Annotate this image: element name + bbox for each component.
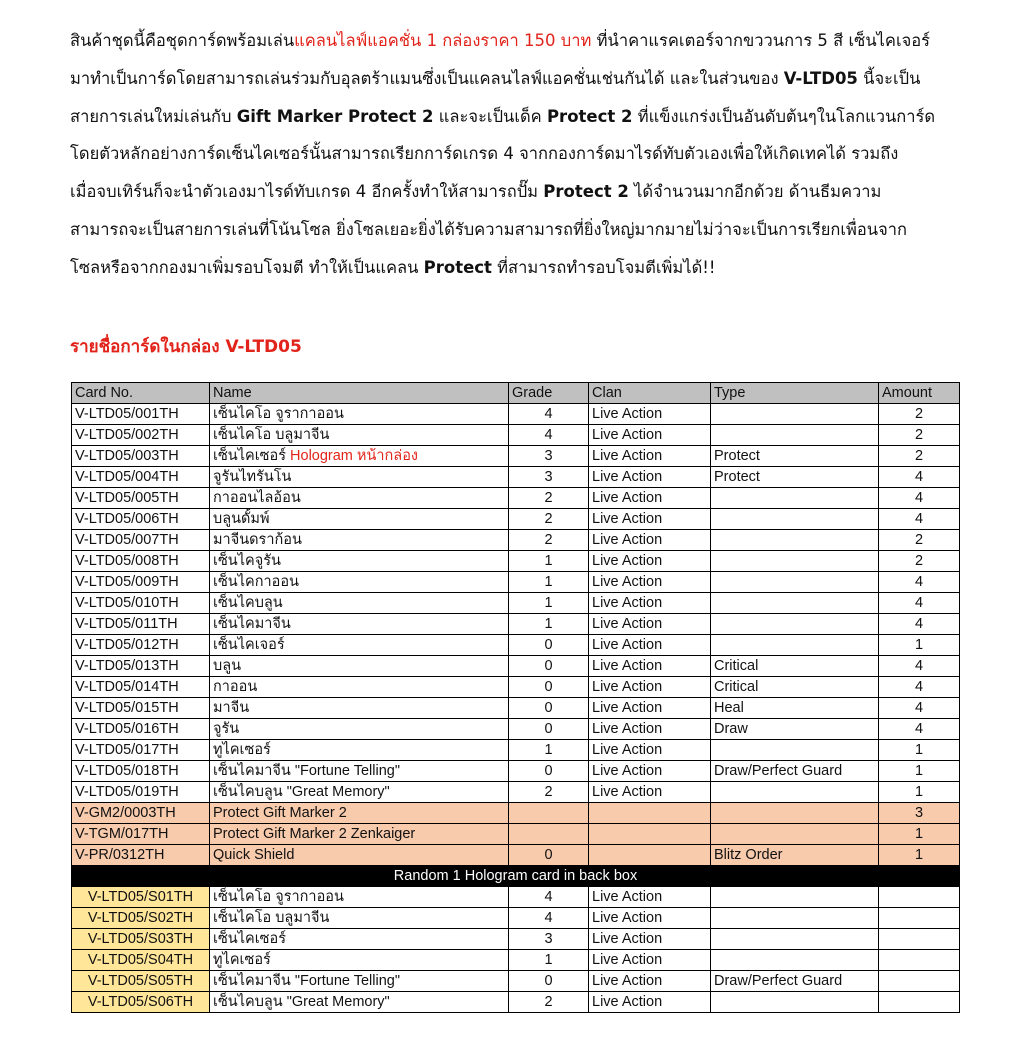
table-cell: V-LTD05/010TH <box>72 593 210 614</box>
table-cell <box>711 887 879 908</box>
table-cell: Live Action <box>589 677 711 698</box>
table-cell: Quick Shield <box>210 845 509 866</box>
table-cell: 4 <box>879 614 960 635</box>
table-row <box>72 635 960 656</box>
table-cell: จูรัน <box>210 719 509 740</box>
table-row <box>72 551 960 572</box>
table-cell: 2 <box>879 446 960 467</box>
table-cell: V-LTD05/019TH <box>72 782 210 803</box>
table-row <box>72 908 960 929</box>
table-cell: 4 <box>509 404 589 425</box>
table-row <box>72 950 960 971</box>
table-row <box>72 782 960 803</box>
table-cell: เซ็นไคมาจีน "Fortune Telling" <box>210 971 509 992</box>
table-cell <box>711 425 879 446</box>
table-cell: 4 <box>879 656 960 677</box>
table-cell: V-LTD05/005TH <box>72 488 210 509</box>
table-cell: กาออน <box>210 677 509 698</box>
table-cell: มาจีนดราก้อน <box>210 530 509 551</box>
table-cell: Live Action <box>589 572 711 593</box>
table-cell: Live Action <box>589 950 711 971</box>
table-cell: เซ็นไคโอ จูรากาออน <box>210 887 509 908</box>
table-cell: 1 <box>879 635 960 656</box>
table-cell: Critical <box>711 677 879 698</box>
table-cell <box>711 908 879 929</box>
table-cell: V-GM2/0003TH <box>72 803 210 824</box>
table-cell: Heal <box>711 698 879 719</box>
col-card-no: Card No. <box>72 383 210 404</box>
table-cell: Live Action <box>589 908 711 929</box>
table-row <box>72 656 960 677</box>
table-cell: 2 <box>879 530 960 551</box>
table-cell: Draw <box>711 719 879 740</box>
table-cell: 3 <box>509 467 589 488</box>
table-cell: 2 <box>509 488 589 509</box>
col-type: Type <box>711 383 879 404</box>
table-row <box>72 698 960 719</box>
table-cell: Protect <box>711 446 879 467</box>
table-cell: 3 <box>509 446 589 467</box>
table-cell <box>711 509 879 530</box>
table-cell: 1 <box>879 761 960 782</box>
table-cell: 4 <box>879 488 960 509</box>
hologram-banner-row <box>72 866 960 887</box>
table-cell: V-LTD05/014TH <box>72 677 210 698</box>
table-cell <box>589 824 711 845</box>
table-cell <box>711 572 879 593</box>
table-cell <box>711 740 879 761</box>
table-cell: V-LTD05/003TH <box>72 446 210 467</box>
table-cell: 1 <box>879 845 960 866</box>
table-cell <box>711 992 879 1013</box>
table-cell: 1 <box>509 572 589 593</box>
col-clan: Clan <box>589 383 711 404</box>
table-cell: จูรันไทรันโน <box>210 467 509 488</box>
table-cell: Protect <box>711 467 879 488</box>
table-row <box>72 740 960 761</box>
table-cell: 4 <box>879 698 960 719</box>
table-row <box>72 593 960 614</box>
description-line: สินค้าชุดนี้คือชุดการ์ดพร้อมเล่นแคลนไลฟ์แอคชั่น 1 กล่องราคา 150 บาท ที่นำคาแรคเตอร์จากขววนการ 5 สี เซ็นไคเจอร์ <box>70 31 931 50</box>
table-cell: V-LTD05/015TH <box>72 698 210 719</box>
table-cell: 0 <box>509 635 589 656</box>
table-row <box>72 572 960 593</box>
table-cell <box>879 992 960 1013</box>
table-cell: เซ็นไคบลูน <box>210 593 509 614</box>
table-cell: V-LTD05/004TH <box>72 467 210 488</box>
table-cell: 1 <box>879 824 960 845</box>
table-cell <box>879 887 960 908</box>
table-cell: มาจีน <box>210 698 509 719</box>
table-cell: 4 <box>879 467 960 488</box>
table-cell: Live Action <box>589 614 711 635</box>
description-line: โซลหรือจากกองมาเพิ่มรอบโจมตี ทำให้เป็นแคลน Protect ที่สามารถทำรอบโจมตีเพิ่มได้!! <box>70 257 716 277</box>
table-row <box>72 614 960 635</box>
table-cell: 0 <box>509 677 589 698</box>
table-row <box>72 761 960 782</box>
description-line: มาทำเป็นการ์ดโดยสามารถเล่นร่วมกับอุลตร้าแมนซึ่งเป็นแคลนไลฟ์แอคชั่นเช่นกันได้ และในส่วนของ V-LTD05 นี้จะเป็น <box>70 68 921 88</box>
table-cell: 4 <box>879 719 960 740</box>
table-cell: Live Action <box>589 719 711 740</box>
table-cell <box>711 593 879 614</box>
card-list-table <box>71 382 960 1013</box>
table-cell: Live Action <box>589 467 711 488</box>
card-list-title: รายชื่อการ์ดในกล่อง V-LTD05 <box>70 337 302 357</box>
table-cell: Live Action <box>589 698 711 719</box>
hologram-note: Hologram หน้ากล่อง <box>290 448 418 464</box>
table-cell: 0 <box>509 761 589 782</box>
table-cell: 1 <box>509 614 589 635</box>
table-cell: 2 <box>509 992 589 1013</box>
table-cell: Protect Gift Marker 2 <box>210 803 509 824</box>
description-line: โดยตัวหลักอย่างการ์ดเซ็นไคเซอร์นั้นสามารถเรียกการ์ดเกรด 4 จากกองการ์ดมาไรด์ทับตัวเองเพื่อให้เกิดเทคได้ รวมถึง <box>70 144 899 164</box>
hologram-banner: Random 1 Hologram card in back box <box>72 866 960 887</box>
table-cell <box>711 824 879 845</box>
table-cell: เซ็นไคโอ บลูมาจีน <box>210 908 509 929</box>
table-cell: V-LTD05/018TH <box>72 761 210 782</box>
table-cell <box>509 824 589 845</box>
hologram-card-rows <box>72 887 960 1013</box>
table-cell <box>879 929 960 950</box>
table-cell: Live Action <box>589 425 711 446</box>
table-row <box>72 971 960 992</box>
table-cell: V-LTD05/002TH <box>72 425 210 446</box>
table-cell: V-LTD05/007TH <box>72 530 210 551</box>
table-cell: V-LTD05/008TH <box>72 551 210 572</box>
table-row <box>72 803 960 824</box>
table-cell <box>711 635 879 656</box>
table-cell: 3 <box>879 803 960 824</box>
table-cell <box>711 782 879 803</box>
table-row <box>72 446 960 467</box>
table-cell: กาออนไลอ้อน <box>210 488 509 509</box>
table-row <box>72 530 960 551</box>
table-cell: 1 <box>879 782 960 803</box>
table-cell: V-LTD05/S05TH <box>72 971 210 992</box>
table-cell: 2 <box>879 404 960 425</box>
table-cell: ทูไคเซอร์ <box>210 740 509 761</box>
table-cell: V-LTD05/012TH <box>72 635 210 656</box>
table-cell: 1 <box>509 593 589 614</box>
table-row <box>72 845 960 866</box>
table-cell: Critical <box>711 656 879 677</box>
description-line: สามารถจะเป็นสายการเล่นที่โน้นโซล ยิ่งโซลเยอะยิ่งได้รับความสามารถที่ยิ่งใหญ่มากมายไม่ว่าจะเป็นการเรียกเพื่อนจาก <box>70 219 908 239</box>
table-row <box>72 887 960 908</box>
table-cell: Live Action <box>589 929 711 950</box>
table-cell: Live Action <box>589 446 711 467</box>
table-cell: V-LTD05/S02TH <box>72 908 210 929</box>
table-cell: Live Action <box>589 992 711 1013</box>
table-cell: V-TGM/017TH <box>72 824 210 845</box>
product-description <box>70 22 970 287</box>
table-cell: เซ็นไคบลูน "Great Memory" <box>210 992 509 1013</box>
table-cell <box>879 971 960 992</box>
table-row <box>72 425 960 446</box>
table-cell: V-LTD05/009TH <box>72 572 210 593</box>
table-cell: V-LTD05/S03TH <box>72 929 210 950</box>
main-card-rows <box>72 404 960 803</box>
table-cell: 2 <box>879 425 960 446</box>
table-cell: 2 <box>509 782 589 803</box>
table-cell: 0 <box>509 698 589 719</box>
table-row <box>72 992 960 1013</box>
table-cell: V-LTD05/013TH <box>72 656 210 677</box>
table-cell: 4 <box>509 425 589 446</box>
table-cell: 4 <box>509 908 589 929</box>
table-row <box>72 719 960 740</box>
table-cell: เซ็นไคมาจีน <box>210 614 509 635</box>
table-cell: Live Action <box>589 593 711 614</box>
table-row <box>72 404 960 425</box>
table-cell: บลูนดั้มพ์ <box>210 509 509 530</box>
price-highlight: แคลนไลฟ์แอคชั่น 1 กล่องราคา 150 บาท <box>294 31 592 50</box>
table-cell: 0 <box>509 971 589 992</box>
table-cell: 0 <box>509 845 589 866</box>
table-cell: 4 <box>509 887 589 908</box>
table-cell <box>879 950 960 971</box>
table-cell: ทูไคเซอร์ <box>210 950 509 971</box>
table-cell: 1 <box>879 740 960 761</box>
table-cell <box>589 845 711 866</box>
table-cell: V-LTD05/011TH <box>72 614 210 635</box>
extra-card-rows <box>72 803 960 866</box>
table-cell: 2 <box>509 509 589 530</box>
table-cell <box>711 488 879 509</box>
table-cell: V-PR/0312TH <box>72 845 210 866</box>
table-cell: เซ็นไคเจอร์ <box>210 635 509 656</box>
table-cell: Live Action <box>589 761 711 782</box>
table-row <box>72 467 960 488</box>
table-cell <box>879 908 960 929</box>
table-cell: Live Action <box>589 530 711 551</box>
table-cell: Protect Gift Marker 2 Zenkaiger <box>210 824 509 845</box>
table-cell: เซ็นไคมาจีน "Fortune Telling" <box>210 761 509 782</box>
table-cell <box>509 803 589 824</box>
table-row <box>72 488 960 509</box>
table-cell: V-LTD05/001TH <box>72 404 210 425</box>
table-cell: 2 <box>879 551 960 572</box>
table-cell <box>711 404 879 425</box>
col-grade: Grade <box>509 383 589 404</box>
table-row <box>72 929 960 950</box>
table-cell: 1 <box>509 950 589 971</box>
table-cell: เซ็นไคจูรัน <box>210 551 509 572</box>
table-cell: เซ็นไคเซอร์ <box>210 929 509 950</box>
table-cell <box>711 929 879 950</box>
table-cell <box>711 803 879 824</box>
table-cell <box>711 950 879 971</box>
table-cell: V-LTD05/S01TH <box>72 887 210 908</box>
description-line: สายการเล่นใหม่เล่นกับ Gift Marker Protect 2 และจะเป็นเด็ค Protect 2 ที่แข็งแกร่งเป็นอันดับต้นๆในโลกแวนการ์ด <box>70 106 936 126</box>
table-cell <box>711 530 879 551</box>
table-cell: Live Action <box>589 488 711 509</box>
table-row <box>72 824 960 845</box>
description-line: เมื่อจบเทิร์นก็จะนำตัวเองมาไรด์ทับเกรด 4 อีกครั้งทำให้สามารถปั๊ม Protect 2 ได้จำนวนมากอีกด้วย ด้านธีมความ <box>70 182 882 202</box>
table-cell: Draw/Perfect Guard <box>711 761 879 782</box>
table-cell: V-LTD05/S04TH <box>72 950 210 971</box>
table-cell: 4 <box>879 509 960 530</box>
table-cell: V-LTD05/017TH <box>72 740 210 761</box>
table-cell: 4 <box>879 593 960 614</box>
table-cell: Live Action <box>589 782 711 803</box>
table-cell <box>711 551 879 572</box>
table-cell: 3 <box>509 929 589 950</box>
col-name: Name <box>210 383 509 404</box>
table-cell: เซ็นไคบลูน "Great Memory" <box>210 782 509 803</box>
table-cell: 0 <box>509 656 589 677</box>
table-cell: 1 <box>509 551 589 572</box>
table-cell <box>711 614 879 635</box>
table-cell: บลูน <box>210 656 509 677</box>
table-cell: 1 <box>509 740 589 761</box>
table-cell: Live Action <box>589 971 711 992</box>
table-cell: 4 <box>879 677 960 698</box>
table-cell: เซ็นไคโอ จูรากาออน <box>210 404 509 425</box>
table-cell: เซ็นไคโอ บลูมาจีน <box>210 425 509 446</box>
table-cell: Live Action <box>589 509 711 530</box>
table-cell: Live Action <box>589 740 711 761</box>
table-cell: Live Action <box>589 887 711 908</box>
table-cell: Draw/Perfect Guard <box>711 971 879 992</box>
table-cell: Live Action <box>589 635 711 656</box>
table-header-row <box>72 383 960 404</box>
table-cell: V-LTD05/016TH <box>72 719 210 740</box>
table-row <box>72 509 960 530</box>
table-cell: 2 <box>509 530 589 551</box>
col-amount: Amount <box>879 383 960 404</box>
table-cell <box>589 803 711 824</box>
table-cell: V-LTD05/S06TH <box>72 992 210 1013</box>
table-cell: V-LTD05/006TH <box>72 509 210 530</box>
table-row <box>72 677 960 698</box>
table-cell: Live Action <box>589 551 711 572</box>
table-cell: Blitz Order <box>711 845 879 866</box>
table-cell: 4 <box>879 572 960 593</box>
table-cell: Live Action <box>589 656 711 677</box>
table-cell: Live Action <box>589 404 711 425</box>
table-cell: เซ็นไคเซอร์ Hologram หน้ากล่อง <box>210 446 509 467</box>
table-cell: 0 <box>509 719 589 740</box>
table-cell: เซ็นไคกาออน <box>210 572 509 593</box>
